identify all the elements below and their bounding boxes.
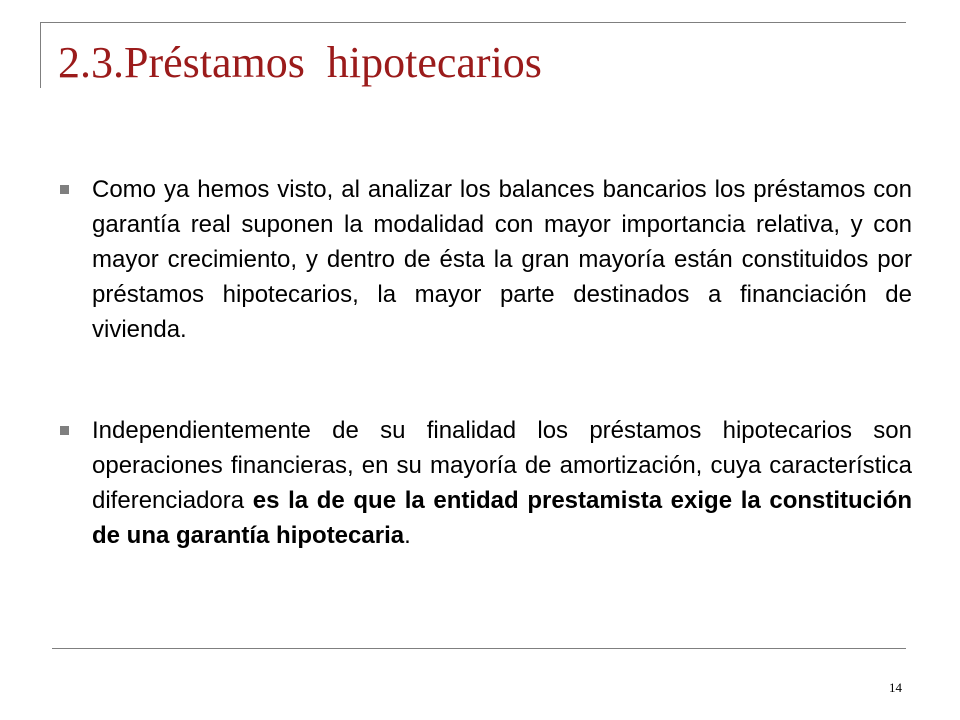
slide-title: 2.3.Préstamos hipotecarios xyxy=(58,38,542,87)
bottom-rule xyxy=(52,648,906,649)
page-number: 14 xyxy=(889,680,902,695)
bullet-item xyxy=(60,172,912,347)
square-bullet-icon xyxy=(60,426,69,435)
bullet-text: Como ya hemos visto, al analizar los balances bancarios los préstamos con garantía real suponen la modalidad con mayor importancia relativa, y con mayor crecimiento, y dentro de ésta la gran mayoría están constituidos por préstamos hipotecarios, la mayor parte destinados a financiación de vivienda. xyxy=(92,176,912,343)
square-bullet-icon xyxy=(60,185,69,194)
left-rule xyxy=(40,22,41,88)
bullet-text-end: . xyxy=(404,522,411,549)
bullet-text-regular: Independientemente de su finalidad los préstamos hipotecarios son operaciones financieras, en su mayoría de amortización, cuya característica diferenciadora xyxy=(92,417,912,514)
bullet-text xyxy=(92,413,912,553)
bullet-item xyxy=(60,413,912,553)
bullet-text-bold: es la de que la entidad prestamista exige la constitución de una garantía hipotecaria xyxy=(92,487,913,549)
bullet-list xyxy=(60,172,912,619)
top-rule xyxy=(40,22,906,23)
